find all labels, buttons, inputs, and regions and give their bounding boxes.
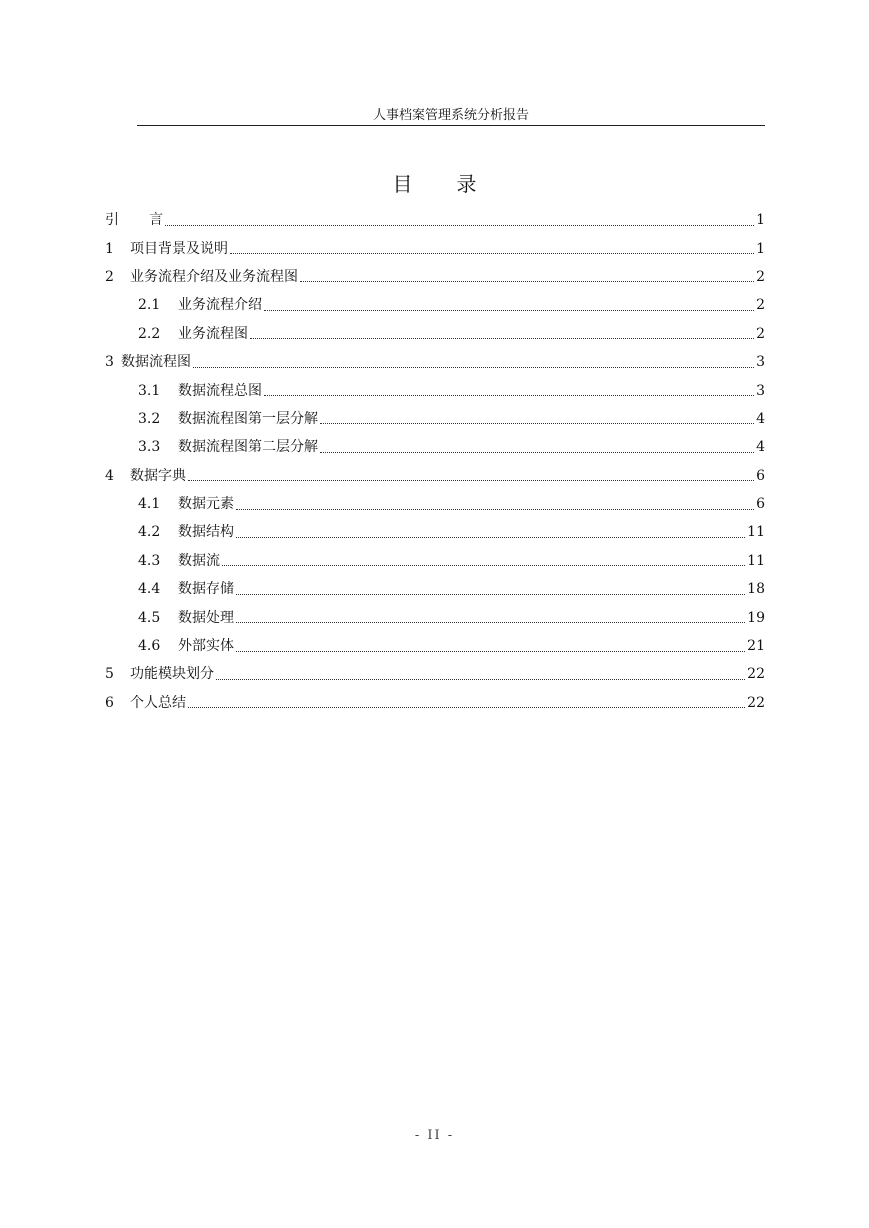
toc-entry-number: 6 bbox=[105, 694, 114, 711]
toc-entry-1[interactable] bbox=[105, 234, 765, 262]
toc-entry-page: 22 bbox=[747, 694, 765, 711]
toc-entry-label: 数据元素 bbox=[178, 496, 234, 513]
toc-entry-number: 4.1 bbox=[138, 496, 161, 513]
toc-entry-introduction[interactable] bbox=[105, 206, 765, 234]
toc-entry-number: 3.3 bbox=[138, 439, 161, 456]
toc-entry-number: 5 bbox=[105, 666, 114, 683]
toc-leader-dots bbox=[250, 324, 754, 339]
toc-entry-3-2[interactable] bbox=[105, 405, 765, 433]
toc-entry-label: 功能模块划分 bbox=[130, 666, 214, 683]
toc-entry-label-part1: 引 bbox=[105, 212, 119, 229]
toc-entry-4-5[interactable] bbox=[105, 603, 765, 631]
toc-entry-5[interactable] bbox=[105, 660, 765, 688]
toc-leader-dots bbox=[216, 665, 745, 680]
toc-entry-number: 2 bbox=[105, 268, 114, 285]
toc-entry-4-6[interactable] bbox=[105, 632, 765, 660]
toc-entry-number: 4.6 bbox=[138, 638, 161, 655]
page-header bbox=[137, 104, 765, 126]
toc-leader-dots bbox=[188, 466, 754, 481]
toc-entry-6[interactable] bbox=[105, 689, 765, 717]
toc-leader-dots bbox=[236, 608, 745, 623]
toc-title-part2: 录 bbox=[456, 172, 477, 196]
toc-entry-label: 数据存储 bbox=[178, 581, 234, 598]
toc-entry-label: 项目背景及说明 bbox=[130, 240, 228, 257]
toc-leader-dots bbox=[230, 239, 754, 254]
toc-title bbox=[0, 170, 869, 198]
footer-page-number: - II - bbox=[414, 1128, 455, 1143]
toc-entry-label: 数据结构 bbox=[178, 524, 234, 541]
toc-entry-label: 数据流 bbox=[178, 552, 220, 569]
toc-entry-4-4[interactable] bbox=[105, 575, 765, 603]
toc-entry-page: 2 bbox=[756, 325, 765, 342]
toc-entry-page: 1 bbox=[756, 212, 765, 229]
toc-entry-label bbox=[105, 210, 163, 230]
toc-entry-number: 4 bbox=[105, 467, 114, 484]
page-footer bbox=[0, 1128, 869, 1143]
toc-entry-2-1[interactable] bbox=[105, 291, 765, 319]
toc-entry-page: 2 bbox=[756, 268, 765, 285]
toc-entry-page: 3 bbox=[756, 354, 765, 371]
toc-leader-dots bbox=[300, 267, 754, 282]
toc-entry-number: 3.1 bbox=[138, 382, 161, 399]
toc-entry-4[interactable] bbox=[105, 462, 765, 490]
toc-entry-2[interactable] bbox=[105, 263, 765, 291]
toc-entry-4-2[interactable] bbox=[105, 518, 765, 546]
toc-entry-page: 4 bbox=[756, 410, 765, 427]
toc-entry-4-1[interactable] bbox=[105, 490, 765, 518]
toc-leader-dots bbox=[236, 637, 745, 652]
header-title: 人事档案管理系统分析报告 bbox=[372, 108, 529, 123]
toc-leader-dots bbox=[236, 523, 745, 538]
toc-entry-4-3[interactable] bbox=[105, 547, 765, 575]
toc-entry-page: 19 bbox=[747, 609, 765, 626]
toc-entry-number: 2.2 bbox=[138, 325, 161, 342]
toc-entry-3-1[interactable] bbox=[105, 376, 765, 404]
toc-leader-dots bbox=[264, 381, 754, 396]
toc-entry-page: 4 bbox=[756, 439, 765, 456]
toc-leader-dots bbox=[320, 438, 754, 453]
toc-leader-dots bbox=[320, 409, 754, 424]
toc-entry-number: 4.3 bbox=[138, 552, 161, 569]
toc-entry-label: 数据流程总图 bbox=[178, 382, 262, 399]
toc-entry-label: 数据字典 bbox=[130, 467, 186, 484]
toc-entry-label: 业务流程图 bbox=[178, 325, 248, 342]
toc-entry-page: 11 bbox=[747, 552, 765, 569]
toc-entry-page: 6 bbox=[756, 496, 765, 513]
toc-entry-label: 外部实体 bbox=[178, 638, 234, 655]
toc-entry-page: 1 bbox=[756, 240, 765, 257]
toc-leader-dots bbox=[193, 353, 754, 368]
table-of-contents bbox=[105, 206, 765, 717]
toc-leader-dots bbox=[188, 693, 745, 708]
toc-entry-number: 2.1 bbox=[138, 297, 161, 314]
toc-entry-label: 个人总结 bbox=[130, 694, 186, 711]
toc-entry-page: 22 bbox=[747, 666, 765, 683]
toc-entry-number: 4.4 bbox=[138, 581, 161, 598]
toc-entry-label: 数据处理 bbox=[178, 609, 234, 626]
toc-entry-number: 1 bbox=[105, 240, 114, 257]
toc-entry-2-2[interactable] bbox=[105, 320, 765, 348]
toc-entry-page: 2 bbox=[756, 297, 765, 314]
toc-leader-dots bbox=[222, 551, 745, 566]
toc-entry-3[interactable] bbox=[105, 348, 765, 376]
toc-entry-page: 11 bbox=[747, 524, 765, 541]
toc-leader-dots bbox=[264, 296, 754, 311]
toc-entry-page: 21 bbox=[747, 638, 765, 655]
toc-entry-label-part2: 言 bbox=[149, 212, 163, 229]
toc-entry-label: 业务流程介绍 bbox=[178, 297, 262, 314]
toc-leader-dots bbox=[236, 580, 745, 595]
toc-entry-label: 数据流程图第二层分解 bbox=[178, 439, 318, 456]
toc-leader-dots bbox=[165, 211, 754, 226]
toc-entry-number: 3 bbox=[105, 354, 114, 371]
toc-leader-dots bbox=[236, 495, 754, 510]
toc-entry-page: 18 bbox=[747, 581, 765, 598]
toc-entry-number: 4.2 bbox=[138, 524, 161, 541]
toc-entry-page: 6 bbox=[756, 467, 765, 484]
toc-entry-page: 3 bbox=[756, 382, 765, 399]
toc-entry-label: 业务流程介绍及业务流程图 bbox=[130, 268, 298, 285]
toc-entry-label: 数据流程图 bbox=[121, 354, 191, 371]
toc-entry-label: 数据流程图第一层分解 bbox=[178, 410, 318, 427]
toc-entry-number: 3.2 bbox=[138, 410, 161, 427]
toc-title-part1: 目 bbox=[392, 172, 413, 196]
toc-entry-number: 4.5 bbox=[138, 609, 161, 626]
toc-entry-3-3[interactable] bbox=[105, 433, 765, 461]
